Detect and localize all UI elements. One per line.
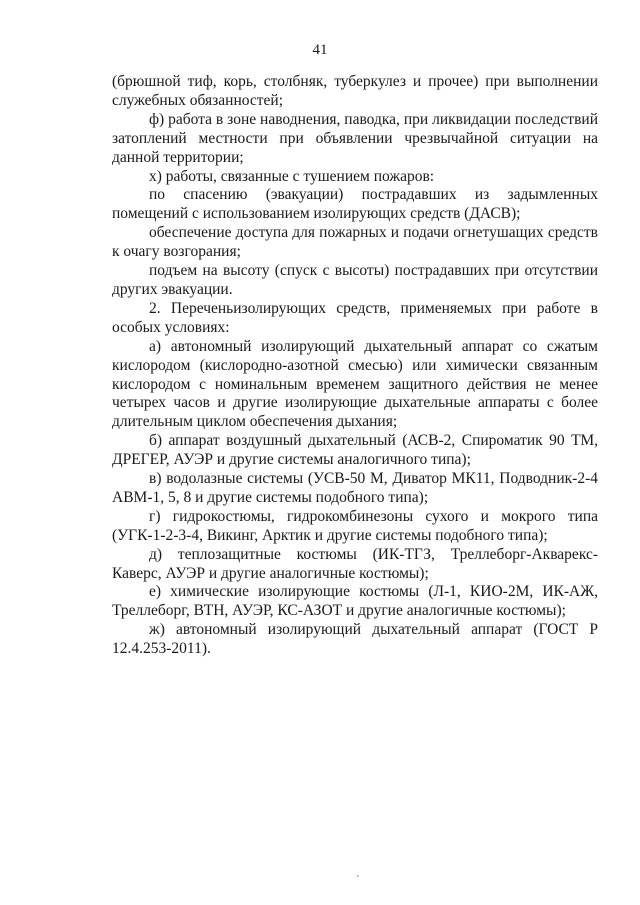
paragraph-item-f: ф) работа в зоне наводнения, паводка, при ликвидации последствий затоплений местности при объявлении чрезвычайной ситуации на данной территории;	[112, 110, 598, 166]
document-body	[112, 73, 598, 659]
paragraph-item-h: х) работы, связанные с тушением пожаров:	[149, 167, 435, 185]
paragraph-item-b: б) аппарат воздушный дыхательный (АСВ-2, Спироматик 90 ТМ, ДРЕГЕР, АУЭР и другие системы аналогичного типа);	[112, 432, 598, 469]
paragraph-section-2: 2. Переченьизолирующих средств, применяемых при работе в особых условиях:	[112, 299, 598, 336]
paragraph-subitem-access: обеспечение доступа для пожарных и подачи огнетушащих средств к очагу возгорания;	[112, 224, 598, 261]
paragraph-subitem-lift: подъем на высоту (спуск с высоты) пострадавших при отсутствии других эвакуации.	[112, 262, 598, 298]
paragraph-item-g: г) гидрокостюмы, гидрокомбинезоны сухого и мокрого типа (УГК-1-2-3-4, Викинг, Арктик и другие системы подобного типа);	[112, 507, 598, 544]
scan-speck	[357, 875, 359, 877]
paragraph-item-v: в) водолазные системы (УСВ-50 М, Диватор МК11, Подводник-2-4 АВМ-1, 5, 8 и другие системы подобного типа);	[112, 470, 598, 506]
page-number: 41	[312, 42, 328, 58]
paragraph-continuation: (брюшной тиф, корь, столбняк, туберкулез и прочее) при выполнении служебных обязанностей;	[112, 73, 598, 109]
paragraph-item-a: а) автономный изолирующий дыхательный аппарат со сжатым кислородом (кислородно-азотной смесью) или химически связанным кислородом с номинальным временем защитного действия не менее четырех часов и другие изолирующие дыхательные аппараты с более длительным циклом обеспечения дыхания;	[112, 337, 598, 431]
paragraph-subitem-rescue: по спасению (эвакуации) пострадавших из задымленных помещений с использованием изолирующих средств (ДАСВ);	[112, 186, 598, 223]
paragraph-item-d: д) теплозащитные костюмы (ИК-ТГЗ, Треллеборг-Акварекс-Каверс, АУЭР и другие аналогичные костюмы);	[112, 545, 598, 582]
paragraph-item-zh: ж) автономный изолирующий дыхательный аппарат (ГОСТ Р 12.4.253-2011).	[112, 621, 598, 658]
paragraph-item-e: е) химические изолирующие костюмы (Л-1, КИО-2М, ИК-АЖ, Треллеборг, ВТН, АУЭР, КС-АЗОТ и другие аналогичные костюмы);	[112, 583, 598, 620]
